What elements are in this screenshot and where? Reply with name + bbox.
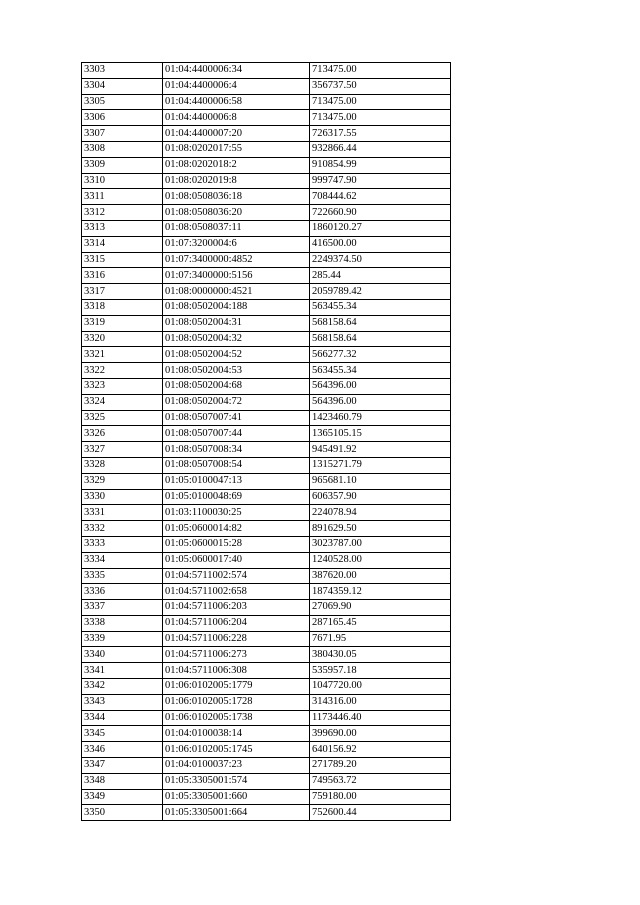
table-row bbox=[82, 679, 451, 695]
value-cell: 416500.00 bbox=[310, 236, 451, 252]
table-row bbox=[82, 347, 451, 363]
row-number-cell: 3311 bbox=[82, 189, 163, 205]
table-row bbox=[82, 758, 451, 774]
cadastral-number-cell: 01:04:4400006:8 bbox=[163, 110, 310, 126]
row-number-cell: 3321 bbox=[82, 347, 163, 363]
table-row bbox=[82, 205, 451, 221]
cadastral-number-cell: 01:05:3305001:574 bbox=[163, 773, 310, 789]
value-cell: 314316.00 bbox=[310, 694, 451, 710]
row-number-cell: 3323 bbox=[82, 378, 163, 394]
value-cell: 606357.90 bbox=[310, 489, 451, 505]
table-row bbox=[82, 220, 451, 236]
table-row bbox=[82, 789, 451, 805]
table-row bbox=[82, 647, 451, 663]
row-number-cell: 3341 bbox=[82, 663, 163, 679]
value-cell: 726317.55 bbox=[310, 126, 451, 142]
row-number-cell: 3304 bbox=[82, 78, 163, 94]
table-row bbox=[82, 773, 451, 789]
table-row bbox=[82, 473, 451, 489]
table-row bbox=[82, 584, 451, 600]
value-cell: 910854.99 bbox=[310, 157, 451, 173]
cadastral-number-cell: 01:08:0502004:52 bbox=[163, 347, 310, 363]
cadastral-number-cell: 01:04:5711002:658 bbox=[163, 584, 310, 600]
row-number-cell: 3312 bbox=[82, 205, 163, 221]
cadastral-number-cell: 01:04:4400006:58 bbox=[163, 94, 310, 110]
value-cell: 1874359.12 bbox=[310, 584, 451, 600]
row-number-cell: 3346 bbox=[82, 742, 163, 758]
cadastral-number-cell: 01:05:3305001:664 bbox=[163, 805, 310, 821]
row-number-cell: 3309 bbox=[82, 157, 163, 173]
row-number-cell: 3350 bbox=[82, 805, 163, 821]
cadastral-number-cell: 01:08:0202017:55 bbox=[163, 141, 310, 157]
cadastral-number-cell: 01:08:0502004:188 bbox=[163, 299, 310, 315]
value-cell: 640156.92 bbox=[310, 742, 451, 758]
value-cell: 2249374.50 bbox=[310, 252, 451, 268]
cadastral-number-cell: 01:04:5711006:308 bbox=[163, 663, 310, 679]
row-number-cell: 3340 bbox=[82, 647, 163, 663]
row-number-cell: 3337 bbox=[82, 600, 163, 616]
row-number-cell: 3308 bbox=[82, 141, 163, 157]
value-cell: 285.44 bbox=[310, 268, 451, 284]
table-row bbox=[82, 615, 451, 631]
cadastral-number-cell: 01:06:0102005:1779 bbox=[163, 679, 310, 695]
value-cell: 27069.90 bbox=[310, 600, 451, 616]
cadastral-number-cell: 01:07:3200004:6 bbox=[163, 236, 310, 252]
value-cell: 271789.20 bbox=[310, 758, 451, 774]
table-row bbox=[82, 805, 451, 821]
row-number-cell: 3348 bbox=[82, 773, 163, 789]
value-cell: 399690.00 bbox=[310, 726, 451, 742]
cadastral-number-cell: 01:08:0508037:11 bbox=[163, 220, 310, 236]
value-cell: 1173446.40 bbox=[310, 710, 451, 726]
value-cell: 563455.34 bbox=[310, 363, 451, 379]
table-row bbox=[82, 489, 451, 505]
value-cell: 1423460.79 bbox=[310, 410, 451, 426]
table-row bbox=[82, 157, 451, 173]
cadastral-number-cell: 01:08:0502004:53 bbox=[163, 363, 310, 379]
cadastral-number-cell: 01:04:5711002:574 bbox=[163, 568, 310, 584]
cadastral-number-cell: 01:05:0600015:28 bbox=[163, 536, 310, 552]
value-cell: 2059789.42 bbox=[310, 284, 451, 300]
value-cell: 1240528.00 bbox=[310, 552, 451, 568]
row-number-cell: 3333 bbox=[82, 536, 163, 552]
cadastral-number-cell: 01:04:5711006:203 bbox=[163, 600, 310, 616]
row-number-cell: 3344 bbox=[82, 710, 163, 726]
row-number-cell: 3347 bbox=[82, 758, 163, 774]
cadastral-number-cell: 01:08:0507007:44 bbox=[163, 426, 310, 442]
cadastral-number-cell: 01:08:0000000:4521 bbox=[163, 284, 310, 300]
table-row bbox=[82, 394, 451, 410]
value-cell: 722660.90 bbox=[310, 205, 451, 221]
row-number-cell: 3315 bbox=[82, 252, 163, 268]
row-number-cell: 3305 bbox=[82, 94, 163, 110]
table-row bbox=[82, 426, 451, 442]
table-row bbox=[82, 110, 451, 126]
table-row bbox=[82, 284, 451, 300]
value-cell: 535957.18 bbox=[310, 663, 451, 679]
value-cell: 287165.45 bbox=[310, 615, 451, 631]
row-number-cell: 3349 bbox=[82, 789, 163, 805]
table-row bbox=[82, 552, 451, 568]
row-number-cell: 3334 bbox=[82, 552, 163, 568]
row-number-cell: 3330 bbox=[82, 489, 163, 505]
cadastral-number-cell: 01:04:4400007:20 bbox=[163, 126, 310, 142]
table-row bbox=[82, 710, 451, 726]
cadastral-number-cell: 01:07:3400000:5156 bbox=[163, 268, 310, 284]
table-row bbox=[82, 600, 451, 616]
row-number-cell: 3339 bbox=[82, 631, 163, 647]
value-cell: 891629.50 bbox=[310, 521, 451, 537]
row-number-cell: 3319 bbox=[82, 315, 163, 331]
table-row bbox=[82, 410, 451, 426]
table-row bbox=[82, 663, 451, 679]
row-number-cell: 3313 bbox=[82, 220, 163, 236]
table-row bbox=[82, 173, 451, 189]
value-cell: 356737.50 bbox=[310, 78, 451, 94]
row-number-cell: 3329 bbox=[82, 473, 163, 489]
table-row bbox=[82, 536, 451, 552]
cadastral-number-cell: 01:05:0600017:40 bbox=[163, 552, 310, 568]
row-number-cell: 3314 bbox=[82, 236, 163, 252]
row-number-cell: 3322 bbox=[82, 363, 163, 379]
value-cell: 999747.90 bbox=[310, 173, 451, 189]
table-row bbox=[82, 299, 451, 315]
row-number-cell: 3336 bbox=[82, 584, 163, 600]
value-cell: 380430.05 bbox=[310, 647, 451, 663]
value-cell: 224078.94 bbox=[310, 505, 451, 521]
table-row bbox=[82, 268, 451, 284]
value-cell: 564396.00 bbox=[310, 394, 451, 410]
cadastral-number-cell: 01:03:1100030:25 bbox=[163, 505, 310, 521]
value-cell: 713475.00 bbox=[310, 110, 451, 126]
row-number-cell: 3306 bbox=[82, 110, 163, 126]
row-number-cell: 3317 bbox=[82, 284, 163, 300]
value-cell: 945491.92 bbox=[310, 442, 451, 458]
row-number-cell: 3331 bbox=[82, 505, 163, 521]
value-cell: 708444.62 bbox=[310, 189, 451, 205]
table-row bbox=[82, 315, 451, 331]
table-row bbox=[82, 568, 451, 584]
value-cell: 387620.00 bbox=[310, 568, 451, 584]
row-number-cell: 3324 bbox=[82, 394, 163, 410]
row-number-cell: 3328 bbox=[82, 457, 163, 473]
row-number-cell: 3338 bbox=[82, 615, 163, 631]
value-cell: 1047720.00 bbox=[310, 679, 451, 695]
cadastral-number-cell: 01:08:0502004:31 bbox=[163, 315, 310, 331]
value-cell: 713475.00 bbox=[310, 94, 451, 110]
table-row bbox=[82, 63, 451, 79]
table-row bbox=[82, 694, 451, 710]
row-number-cell: 3316 bbox=[82, 268, 163, 284]
table-row bbox=[82, 126, 451, 142]
row-number-cell: 3307 bbox=[82, 126, 163, 142]
cadastral-number-cell: 01:04:4400006:4 bbox=[163, 78, 310, 94]
row-number-cell: 3342 bbox=[82, 679, 163, 695]
cadastral-number-cell: 01:04:5711006:204 bbox=[163, 615, 310, 631]
value-cell: 759180.00 bbox=[310, 789, 451, 805]
row-number-cell: 3303 bbox=[82, 63, 163, 79]
table-row bbox=[82, 505, 451, 521]
row-number-cell: 3345 bbox=[82, 726, 163, 742]
cadastral-number-cell: 01:08:0202019:8 bbox=[163, 173, 310, 189]
cadastral-number-cell: 01:08:0508036:18 bbox=[163, 189, 310, 205]
value-cell: 1365105.15 bbox=[310, 426, 451, 442]
cadastral-number-cell: 01:08:0502004:32 bbox=[163, 331, 310, 347]
cadastral-number-cell: 01:04:4400006:34 bbox=[163, 63, 310, 79]
table-row bbox=[82, 442, 451, 458]
cadastral-number-cell: 01:08:0507008:54 bbox=[163, 457, 310, 473]
value-cell: 568158.64 bbox=[310, 315, 451, 331]
table-row bbox=[82, 94, 451, 110]
cadastral-number-cell: 01:04:5711006:228 bbox=[163, 631, 310, 647]
cadastral-number-cell: 01:07:3400000:4852 bbox=[163, 252, 310, 268]
value-cell: 749563.72 bbox=[310, 773, 451, 789]
value-cell: 568158.64 bbox=[310, 331, 451, 347]
cadastral-number-cell: 01:04:5711006:273 bbox=[163, 647, 310, 663]
table-row bbox=[82, 236, 451, 252]
value-cell: 965681.10 bbox=[310, 473, 451, 489]
cadastral-number-cell: 01:05:3305001:660 bbox=[163, 789, 310, 805]
table-row bbox=[82, 141, 451, 157]
row-number-cell: 3326 bbox=[82, 426, 163, 442]
value-cell: 563455.34 bbox=[310, 299, 451, 315]
row-number-cell: 3343 bbox=[82, 694, 163, 710]
table-row bbox=[82, 378, 451, 394]
data-table bbox=[81, 62, 451, 821]
cadastral-number-cell: 01:05:0100047:13 bbox=[163, 473, 310, 489]
cadastral-number-cell: 01:08:0502004:72 bbox=[163, 394, 310, 410]
value-cell: 566277.32 bbox=[310, 347, 451, 363]
value-cell: 1315271.79 bbox=[310, 457, 451, 473]
cadastral-number-cell: 01:05:0100048:69 bbox=[163, 489, 310, 505]
row-number-cell: 3332 bbox=[82, 521, 163, 537]
cadastral-number-cell: 01:06:0102005:1728 bbox=[163, 694, 310, 710]
row-number-cell: 3320 bbox=[82, 331, 163, 347]
row-number-cell: 3327 bbox=[82, 442, 163, 458]
row-number-cell: 3335 bbox=[82, 568, 163, 584]
cadastral-number-cell: 01:06:0102005:1738 bbox=[163, 710, 310, 726]
table-row bbox=[82, 521, 451, 537]
cadastral-number-cell: 01:08:0507007:41 bbox=[163, 410, 310, 426]
cadastral-number-cell: 01:04:0100037:23 bbox=[163, 758, 310, 774]
cadastral-number-cell: 01:05:0600014:82 bbox=[163, 521, 310, 537]
cadastral-number-cell: 01:08:0502004:68 bbox=[163, 378, 310, 394]
table-row bbox=[82, 189, 451, 205]
cadastral-number-cell: 01:08:0202018:2 bbox=[163, 157, 310, 173]
table-row bbox=[82, 726, 451, 742]
table-row bbox=[82, 631, 451, 647]
row-number-cell: 3318 bbox=[82, 299, 163, 315]
value-cell: 7671.95 bbox=[310, 631, 451, 647]
table-body bbox=[82, 63, 451, 821]
table-row bbox=[82, 457, 451, 473]
value-cell: 752600.44 bbox=[310, 805, 451, 821]
value-cell: 1860120.27 bbox=[310, 220, 451, 236]
table-row bbox=[82, 78, 451, 94]
table-row bbox=[82, 363, 451, 379]
cadastral-number-cell: 01:08:0507008:34 bbox=[163, 442, 310, 458]
row-number-cell: 3325 bbox=[82, 410, 163, 426]
table-row bbox=[82, 252, 451, 268]
cadastral-number-cell: 01:06:0102005:1745 bbox=[163, 742, 310, 758]
value-cell: 3023787.00 bbox=[310, 536, 451, 552]
value-cell: 713475.00 bbox=[310, 63, 451, 79]
value-cell: 932866.44 bbox=[310, 141, 451, 157]
cadastral-number-cell: 01:04:0100038:14 bbox=[163, 726, 310, 742]
cadastral-number-cell: 01:08:0508036:20 bbox=[163, 205, 310, 221]
value-cell: 564396.00 bbox=[310, 378, 451, 394]
row-number-cell: 3310 bbox=[82, 173, 163, 189]
table-row bbox=[82, 331, 451, 347]
table-row bbox=[82, 742, 451, 758]
